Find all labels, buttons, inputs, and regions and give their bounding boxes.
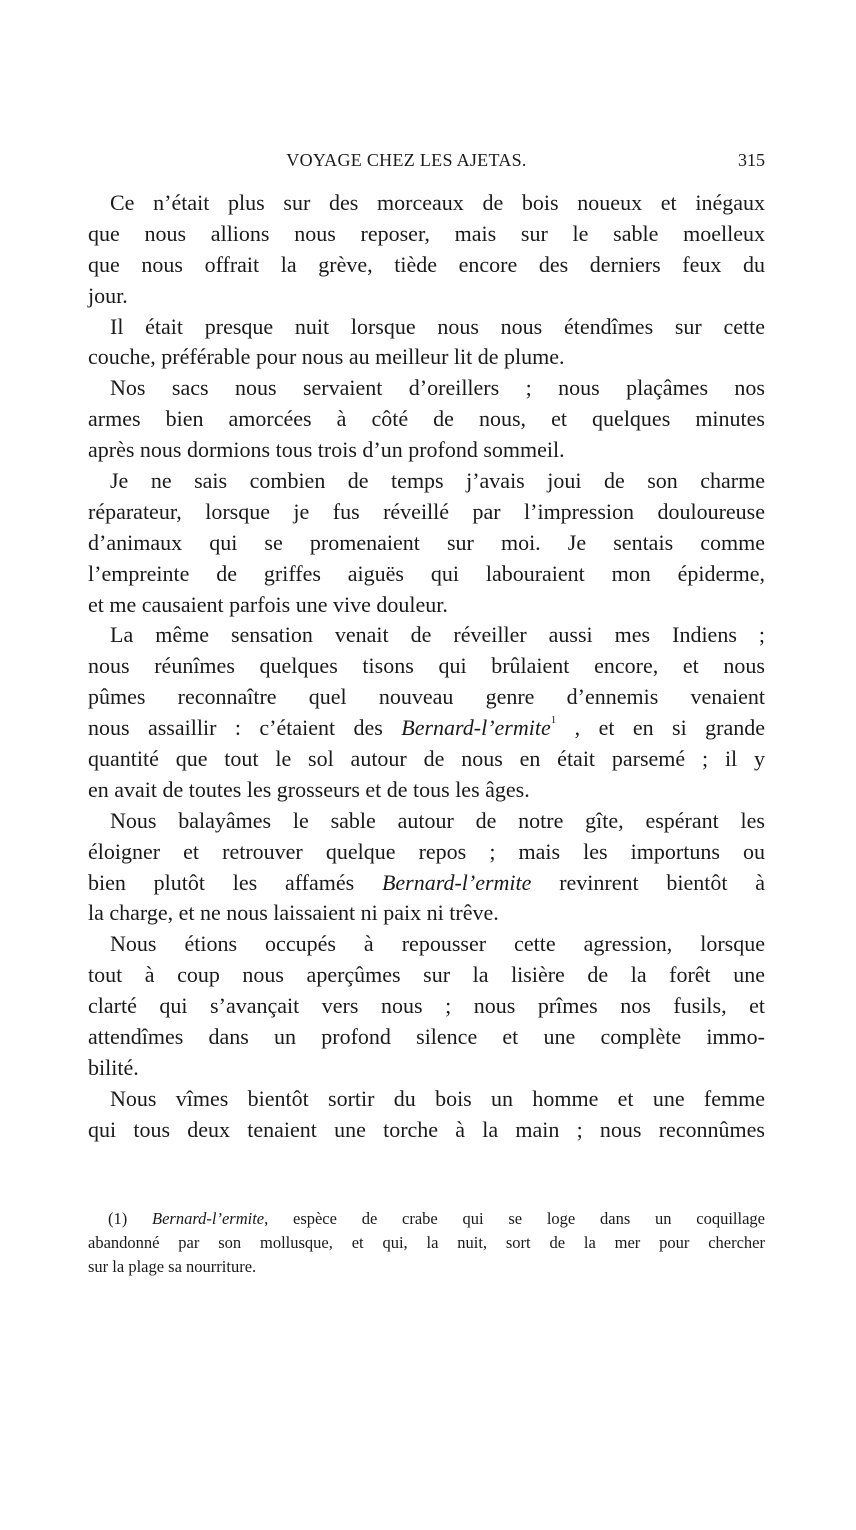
text-segment: (1) [108,1209,152,1228]
text-line [88,559,765,590]
text-segment: clarté qui s’avançait vers nous ; nous prîmes nos fusils, et [88,993,765,1019]
text-segment: qui tous deux tenaient une torche à la main ; nous reconnûmes [88,1116,765,1142]
paragraph [88,806,765,930]
text-line [88,1231,765,1255]
text-line [88,806,765,837]
text-segment: bien plutôt les affamés [88,869,382,895]
text-segment: bilité. [88,1054,139,1080]
text-line [88,837,765,868]
text-segment: couche, préférable pour nous au meilleur lit de plume. [88,344,565,370]
running-title: VOYAGE CHEZ LES AJETAS. [286,150,527,170]
text-segment: Ce n’était plus sur des morceaux de bois noueux et inégaux [110,190,765,215]
text-line [88,281,765,312]
text-segment: en avait de toutes les grosseurs et de tous les âges. [88,776,530,802]
paragraph [88,929,765,1083]
footnote [88,1207,765,1279]
text-line [88,373,765,404]
text-line [88,219,765,250]
text-segment: , et en si grande [556,715,765,741]
paragraph [88,620,765,805]
page-number: 315 [738,150,765,170]
text-line [88,1022,765,1053]
text-segment: que nous offrait la grève, tiède encore des derniers feux du [88,251,765,277]
text-line [88,929,765,960]
footnote-marker: 1 [550,714,557,727]
text-line [88,1207,765,1231]
text-segment: réparateur, lorsque je fus réveillé par l’impression douloureuse [88,498,765,524]
text-line [88,590,765,621]
text-segment: Nous balayâmes le sable autour de notre gîte, espérant les [110,807,765,833]
paragraph [88,1084,765,1146]
text-line [88,868,765,899]
text-segment: éloigner et retrouver quelque repos ; mais les importuns ou [88,838,765,864]
text-line [88,991,765,1022]
text-segment: quantité que tout le sol autour de nous en était parsemé ; il y [88,746,765,772]
text-segment: que nous allions nous reposer, mais sur le sable moelleux [88,220,765,246]
text-line [88,466,765,497]
text-segment: et me causaient parfois une vive douleur. [88,591,448,617]
text-segment: nous réunîmes quelques tisons qui brûlaient encore, et nous [88,653,765,679]
text-segment: Nous vîmes bientôt sortir du bois un homme et une femme [110,1085,765,1111]
text-line [88,1115,765,1146]
text-line [88,682,765,713]
text-segment: l’empreinte de griffes aiguës qui labouraient mon épiderme, [88,560,765,586]
text-line [88,435,765,466]
text-segment: Je ne sais combien de temps j’avais joui de son charme [110,468,765,494]
text-segment: d’animaux qui se promenaient sur moi. Je sentais comme [88,529,765,555]
text-segment: Nous étions occupés à repousser cette agression, lorsque [110,931,765,957]
text-line [88,744,765,775]
text-segment: Nos sacs nous servaient d’oreillers ; nous plaçâmes nos [110,375,765,401]
italic-term: Bernard-l’ermite [401,715,551,741]
text-line [88,497,765,528]
text-line [88,960,765,991]
text-line [88,651,765,682]
paragraph [88,373,765,466]
page-header [88,150,765,176]
text-segment: , espèce de crabe qui se loge dans un coquillage [264,1209,765,1228]
text-line [88,713,765,744]
text-line [88,775,765,806]
text-segment: revinrent bientôt à [531,869,765,895]
paragraph [88,188,765,312]
text-segment: Il était presque nuit lorsque nous nous étendîmes sur cette [110,313,765,339]
text-line [88,898,765,929]
text-line [88,312,765,343]
text-line [88,1084,765,1115]
text-line [88,620,765,651]
paragraph [88,466,765,620]
text-segment: nous assaillir : c’étaient des [88,715,402,741]
text-line [88,1053,765,1084]
text-line [88,404,765,435]
text-segment: tout à coup nous aperçûmes sur la lisière de la forêt une [88,962,765,988]
text-line [88,188,765,219]
text-segment: jour. [88,282,128,308]
text-segment: sur la plage sa nourriture. [88,1257,257,1276]
text-line [88,342,765,373]
text-line [88,250,765,281]
text-segment: la charge, et ne nous laissaient ni paix ni trêve. [88,900,499,926]
text-segment: attendîmes dans un profond silence et une complète immo- [88,1024,765,1050]
paragraph [88,312,765,374]
body-text [88,188,765,1146]
text-segment: La même sensation venait de réveiller aussi mes Indiens ; [110,622,765,648]
text-line [88,528,765,559]
text-segment: après nous dormions tous trois d’un profond sommeil. [88,437,565,463]
text-segment: pûmes reconnaître quel nouveau genre d’ennemis venaient [88,684,765,710]
text-line [88,1255,765,1279]
text-segment: abandonné par son mollusque, et qui, la nuit, sort de la mer pour chercher [88,1233,765,1252]
italic-term: Bernard-l’ermite [152,1209,265,1228]
text-segment: armes bien amorcées à côté de nous, et quelques minutes [88,406,765,432]
italic-term: Bernard-l’ermite [381,869,532,895]
